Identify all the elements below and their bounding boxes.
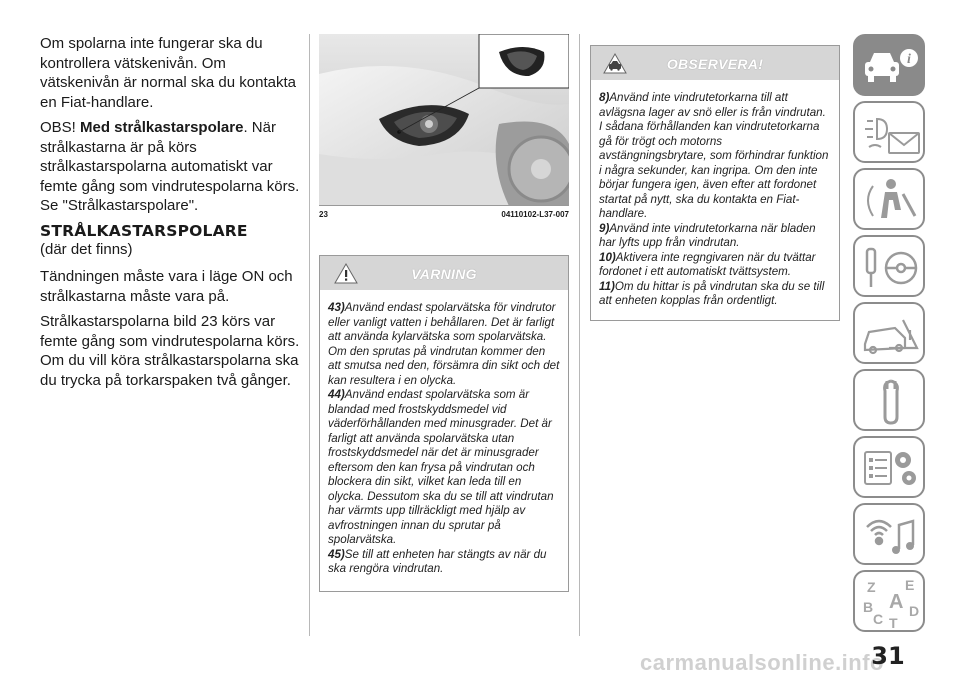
index-letter: T [889, 615, 898, 631]
tab-lights-warnings[interactable] [853, 101, 925, 163]
observe-item [599, 251, 831, 280]
item-number: 11) [599, 279, 615, 293]
car-accident-icon [855, 304, 927, 366]
obs-bold: Med strålkastarspolare [80, 119, 244, 136]
paragraph-headlamp-washers: Strålkastarspolarna bild 23 körs var femte gång som vindrutespolarna körs. Om du vill köra strålkastarspolarna ska du trycka på torkarspaken två gånger. [40, 313, 300, 389]
warning-item [328, 388, 560, 548]
index-letter: B [863, 599, 874, 615]
main-text-column [40, 34, 302, 396]
paragraph-obs [40, 118, 302, 216]
section-heading: STRÅLKASTARSPOLARE [40, 221, 248, 240]
warning-item [328, 548, 560, 577]
tab-starting-driving[interactable] [853, 235, 925, 297]
index-letter: Z [867, 579, 876, 595]
item-text: Använd inte vindrutetorkarna när bladen har lyfts upp från vindrutan. [599, 221, 816, 249]
index-letter: A [889, 591, 904, 613]
item-number: 9) [599, 221, 610, 235]
item-text: Se till att enheten har stängts av när du ska rengöra vindrutan. [328, 547, 547, 575]
watermark: carmanualsonline.info [640, 650, 884, 675]
svg-text:i: i [907, 52, 911, 67]
tab-technical-data[interactable] [853, 436, 925, 498]
airbag-person-icon [855, 170, 927, 232]
item-number: 8) [599, 91, 610, 104]
column-divider [579, 34, 580, 636]
warning-body [320, 290, 568, 585]
tab-safety[interactable] [853, 168, 925, 230]
wrench-icon [855, 371, 927, 433]
lights-warning-icon [855, 103, 927, 165]
observe-box [590, 45, 840, 321]
item-number: 45) [328, 547, 345, 561]
key-steering-icon [855, 237, 927, 299]
paragraph-ignition: Tändningen måste vara i läge ON och strålkastarna måste vara på. [40, 268, 293, 305]
item-text: Aktivera inte regngivaren när du tvättar fordonet i ett automatiskt tvättsystem. [599, 250, 816, 278]
observe-header [591, 46, 839, 80]
item-text: Använd endast spolarvätska som är blandad med frostskyddsmedel vid väderförhållanden med minusgrader. Det är farligt att använda spolarvätska utan frostskyddsmedel när det är minusgrader eftersom den kan frysa på vindrutan och blockera din sikt, vilket kan leda till en olycka. Dessutom ska du se till att vindrutan har värmts upp tillräckligt med hjälp av avfrostningen innan du sprutar på spolarvätska. [328, 388, 554, 546]
observe-title: OBSERVERA! [666, 56, 764, 72]
index-letter: C [873, 611, 884, 627]
section-subheading: (där det finns) [40, 240, 133, 258]
alphabet-index-icon [855, 572, 927, 634]
car-front-illustration [319, 34, 569, 206]
tab-car-info[interactable] [853, 34, 925, 96]
item-number: 10) [599, 250, 616, 264]
warning-title: VARNING [411, 266, 477, 282]
observe-item [599, 280, 831, 309]
observe-body [591, 80, 839, 317]
index-letter: E [905, 577, 915, 593]
paragraph-fluid-check: Om spolarna inte fungerar ska du kontrollera vätskenivån. Om vätskenivån är normal ska du kontakta en Fiat-handlare. [40, 35, 296, 111]
figure-number: 23 [319, 210, 328, 219]
item-text: Använd endast spolarvätska för vindrutor eller vanligt vatten i behållaren. Det är farligt att använda kylarvätska som spolarvätska. Om den sprutas på vindrutan kommer den att smutsa ned den, försämra din sikt och det kan resultera i en olycka. [328, 301, 560, 387]
warning-item [328, 301, 560, 388]
item-number: 43) [328, 301, 345, 314]
item-number: 44) [328, 388, 345, 401]
tab-index[interactable] [853, 570, 925, 632]
tab-emergency[interactable] [853, 302, 925, 364]
observe-item [599, 222, 831, 251]
observe-item [599, 91, 831, 222]
item-text: Använd inte vindrutetorkarna till att avlägsna lager av snö eller is från vindrutan. I sådana förhållanden kan vindrutetorkarna gå för trögt och motorns avstängningsbrytare, som förhindrar funktion i några sekunder, kan ingripa. Om den inte börjar fungera igen, även efter att fordonet startat på nytt, ska du kontakta en Fiat-handlare. [599, 91, 829, 220]
obs-prefix: OBS! [40, 119, 81, 136]
obs-rest: . När strålkastarna är på körs strålkastarspolarna automatiskt var femte gång som vindrutespolarna körs. Se "Strålkastarspolare". [40, 119, 300, 214]
headlamp-washer-figure [319, 34, 569, 206]
index-letter: D [909, 603, 920, 619]
tab-maintenance[interactable] [853, 369, 925, 431]
column-divider [309, 34, 310, 636]
checklist-gears-icon [855, 438, 927, 500]
car-info-icon [855, 36, 927, 98]
multimedia-icon [855, 505, 927, 567]
page-number: 31 [871, 642, 905, 670]
warning-box [319, 255, 569, 592]
tab-multimedia[interactable] [853, 503, 925, 565]
warning-header [320, 256, 568, 290]
figure-code: 04110102-L37-007 [501, 210, 569, 219]
item-text: Om du hittar is på vindrutan ska du se till att enheten kopplas från ordentligt. [599, 279, 825, 307]
